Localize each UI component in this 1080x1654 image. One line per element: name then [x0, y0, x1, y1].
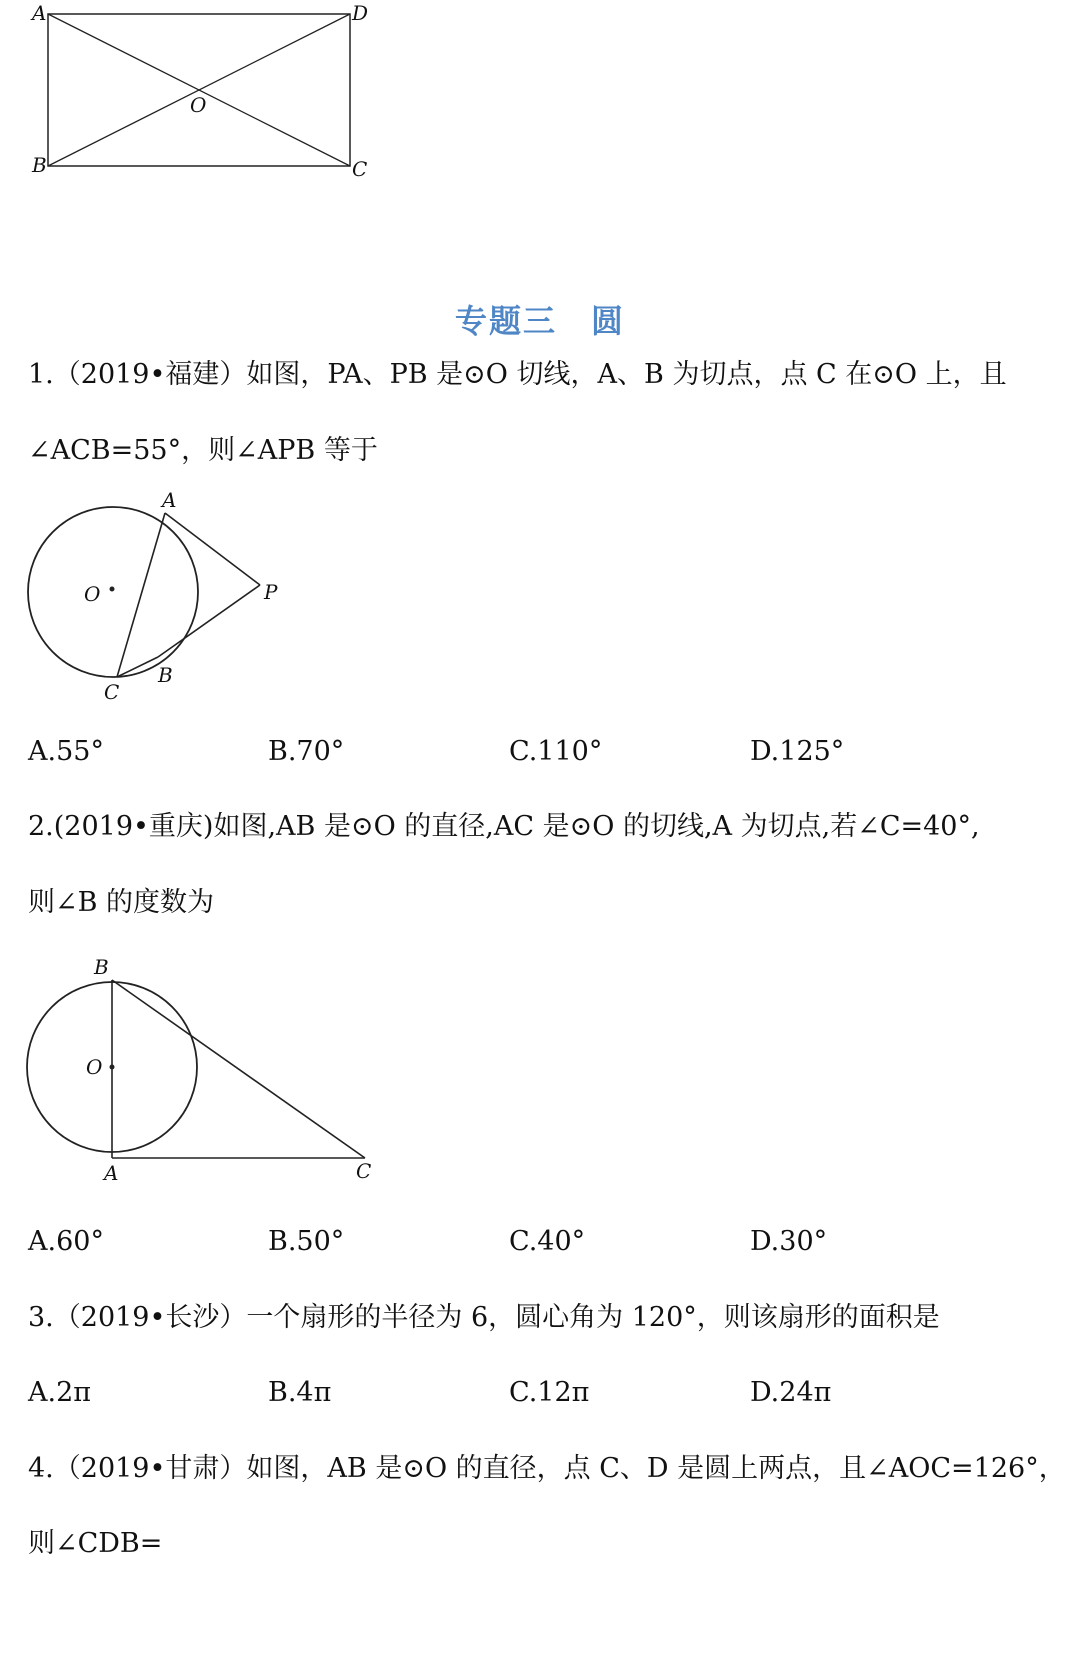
question-3-option-b: B.4π [268, 1377, 332, 1408]
question-2-line-1: 2.(2019•重庆)如图,AB 是⊙O 的直径,AC 是⊙O 的切线,A 为切点,若∠C=40°, [28, 811, 980, 842]
label-o: O [190, 93, 207, 117]
question-3-option-a: A.2π [28, 1377, 92, 1408]
label-a: A [104, 1161, 119, 1185]
question-2-option-d: D.30° [750, 1226, 828, 1257]
question-2-option-a: A.60° [28, 1226, 104, 1257]
section-title: 专题三 圆 [454, 302, 625, 340]
question-4-line-2: 则∠CDB= [28, 1528, 163, 1559]
rectangle-figure [20, 0, 380, 190]
label-b: B [158, 663, 173, 687]
question-3-option-d: D.24π [750, 1377, 832, 1408]
question-4-line-1: 4.（2019•甘肃）如图，AB 是⊙O 的直径，点 C、D 是圆上两点，且∠AOC=126°， [28, 1453, 1066, 1484]
question-1-option-b: B.70° [268, 736, 345, 767]
label-c: C [104, 680, 120, 704]
question-1-option-c: C.110° [509, 736, 603, 767]
label-o: O [86, 1055, 103, 1079]
label-b: B [32, 153, 47, 177]
tangent-pa [165, 513, 260, 585]
chord-ac [117, 513, 165, 677]
question-1-line-1: 1.（2019•福建）如图，PA、PB 是⊙O 切线，A、B 为切点，点 C 在⊙O 上，且 [28, 359, 1007, 390]
label-o: O [84, 582, 101, 606]
circle-o [28, 507, 198, 677]
label-a: A [32, 1, 47, 25]
label-p: P [264, 580, 278, 604]
tangent-pb [158, 585, 260, 657]
question-1-option-d: D.125° [750, 736, 845, 767]
question-2-figure [20, 950, 390, 1190]
question-2-option-c: C.40° [509, 1226, 586, 1257]
center-dot [110, 1065, 115, 1070]
label-a: A [162, 488, 177, 512]
label-d: D [352, 1, 369, 25]
question-3-line-1: 3.（2019•长沙）一个扇形的半径为 6，圆心角为 120°，则该扇形的面积是 [28, 1302, 940, 1333]
question-3-option-c: C.12π [509, 1377, 590, 1408]
segment-bc [112, 980, 365, 1158]
center-dot [110, 587, 115, 592]
question-2-option-b: B.50° [268, 1226, 345, 1257]
label-b: B [94, 955, 109, 979]
question-1-figure [20, 485, 320, 715]
label-c: C [356, 1159, 372, 1183]
question-1-line-2: ∠ACB=55°，则∠APB 等于 [28, 435, 378, 466]
label-c: C [352, 157, 368, 181]
question-2-line-2: 则∠B 的度数为 [28, 887, 215, 918]
question-1-option-a: A.55° [28, 736, 104, 767]
